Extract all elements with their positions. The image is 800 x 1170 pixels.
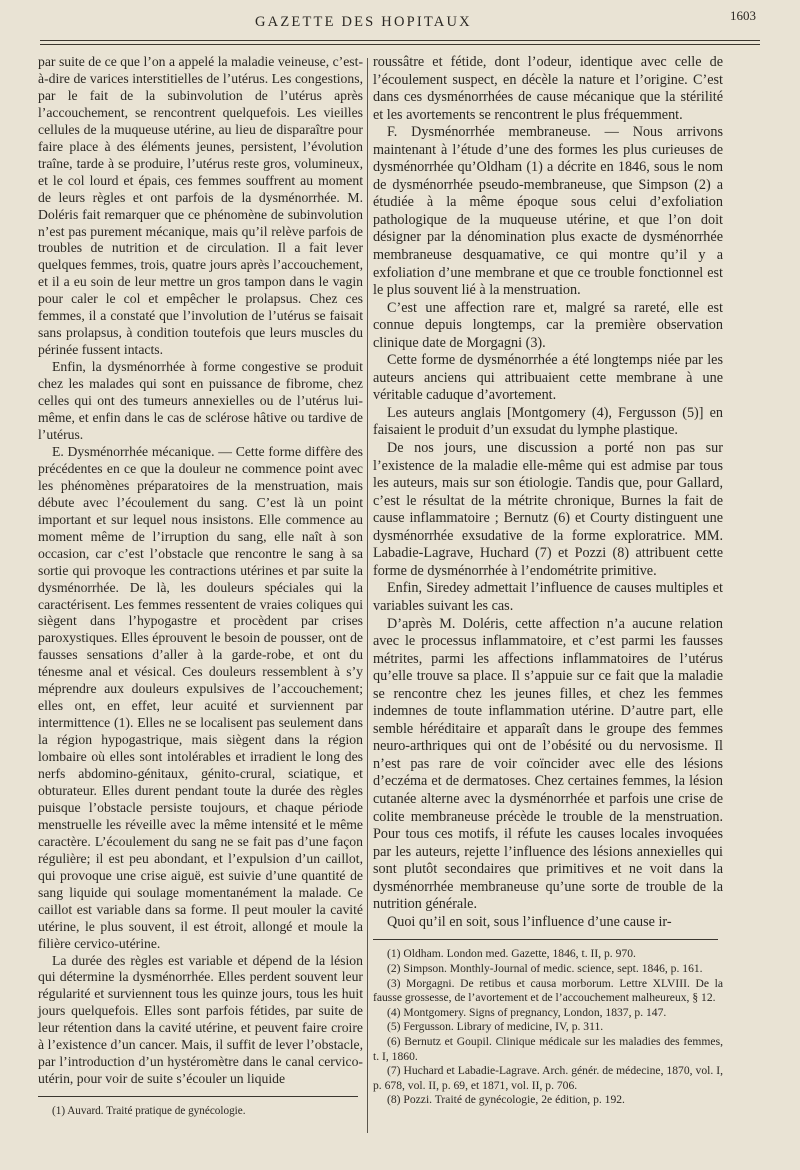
right-footnotes [373,947,723,1108]
footnote: (1) Oldham. London med. Gazette, 1846, t. II, p. 970. [387,947,636,961]
header-rule-top [40,40,760,41]
left-paragraph: par suite de ce que l’on a appelé la maladie veineuse, c’est-à-dire de varices interstitielles de l’utérus. Les congestions, par le fait de la subinvolution de l’utérus après l’accouchement, se rencontrent quelquefois. Les vieilles cellules de la muqueuse utérine, au lieu de disparaître pour faire place à des éléments jeunes, persistent, l’évolution traîne, tarde à se produire, l’utérus reste gros, volumineux, et le col lourd et épais, ces femmes souffrent au moment de leurs règles et ont parfois de la dysménorrhée. M. Doléris fait remarquer que ce phénomène de subinvolution n’est pas purement mécanique, mais qu’il relève parfois de troubles de nutrition et de circulation. Il a fait lever quelques femmes, trois, quatre jours après l’accouchement, et il a eu soin de leur mettre un gros tampon dans le vagin pour caler le col et empêcher le prolapsus. Chez ces femmes, il a constaté que l’involution de l’utérus se faisait sans prolapsus, à condition toutefois que leurs muscles du périnée fussent intacts. [38,54,363,358]
right-paragraph: F. Dysménorrhée membraneuse. — Nous arrivons maintenant à l’étude d’une des formes les plus curieuses de dysménorrhée qu’Oldham (1) a décrite en 1846, sous le nom de dysménorrhée pseudo-membraneuse, que Simpson (2) a étudiée à la même époque sous celui d’exfoliation pathologique de la muqueuse utérine, et que l’on doit désigner par la dénomination plus exacte de dysménorrhée membraneuse desquamative, ce qui montre qu’il y a exfoliation d’une membrane et que ce trouble fonctionnel est le plus souvent lié à la menstruation. [373,124,723,299]
right-paragraph: C’est une affection rare et, malgré sa rareté, elle est connue depuis longtemps, car la première observation clinique date de Morgagni (3). [373,299,723,351]
right-paragraph: Les auteurs anglais [Montgomery (4), Fergusson (5)] en faisaient le produit d’un exsudat du lymphe plastique. [373,404,723,439]
footnote: (1) Auvard. Traité pratique de gynécologie. [52,1105,246,1118]
left-paragraph: E. Dysménorrhée mécanique. — Cette forme diffère des précédentes en ce que la douleur ne commence point avec les phénomènes préparatoires de la menstruation, mais débute avec l’écoulement du sang. C’est là un point important et sur lequel nous insistons. Elle commence au moment même de l’irruption du sang, elle naît à son occasion, car c’est l’obstacle que rencontre le sang à sa sortie qui provoque les contractions utérines et par suite la dysménorrhée. De là, les douleurs spéciales qui la caractérisent. Les femmes ressentent de vraies coliques qui siègent dans l’hypogastre et procèdent par crises paroxystiques. Elles éprouvent le besoin de pousser, ont de fausses sensations d’aller à la garde-robe, et ont du ténesme anal et vésical. Ces douleurs ressemblent à s’y méprendre aux douleurs expulsives de l’accouchement; elles ont, en effet, leur acuité et surviennent par intermittence (1). Elles ne se localisent pas seulement dans la région hypogastrique, mais siègent dans la région lombaire où elles sont intolérables et irradient le long des nerfs abdomino-génitaux, génito-crural, sciatique, et obturateur. Elles durent pendant toute la durée des règles puisque l’obstacle persiste toujours, et chaque période menstruelle les réveille avec la même intensité et le même caractère. L’écoulement du sang ne se fait pas d’une façon régulière; il est peu abondant, et l’expulsion d’un caillot, qui provoque une crise aiguë, est suivie d’une quantité de sang liquide qui soulage momentanément la malade. Ce caillot est variable dans sa forme. Il peut mouler la cavité utérine, le plus souvent, il est étroit, allongé et moule la filière cervico-utérine. [38,443,363,951]
footnote: (5) Fergusson. Library of medicine, IV, p. 311. [387,1020,604,1034]
footnote: (3) Morgagni. De retibus et causa morborum. Lettre XLVIII. De la fausse grossesse, de l’avortement et de l’accouchement malheureux, § 12. [373,976,723,1005]
right-paragraph: roussâtre et fétide, dont l’odeur, identique avec celle de l’écoulement suspect, en décèle la nature et l’origine. C’est dans ces dysménorrhées de cause mécanique que la stérilité et les avortements se rencontrent le plus fréquemment. [373,54,723,123]
right-paragraph: Cette forme de dysménorrhée a été longtemps niée par les auteurs anciens qui attribuaient cette membrane à une véritable caduque d’avortement. [373,352,723,404]
column-divider [367,58,368,1133]
footnote: (7) Huchard et Labadie-Lagrave. Arch. génér. de médecine, 1870, vol. I, p. 678, vol. II, p. 69, et 1871, vol. II, p. 706. [373,1064,723,1092]
footnote: (8) Pozzi. Traité de gynécologie, 2e édition, p. 192. [387,1093,625,1107]
right-footnote-rule [373,939,718,940]
right-paragraph: Quoi qu’il en soit, sous l’influence d’une cause ir- [387,913,672,930]
left-footnote-rule [38,1096,358,1097]
right-paragraph: Enfin, Siredey admettait l’influence de causes multiples et variables suivant les cas. [373,580,723,614]
footnote: (2) Simpson. Monthly-Journal of medic. science, sept. 1846, p. 161. [387,961,703,975]
footnote: (6) Bernutz et Goupil. Clinique médicale sur les maladies des femmes, t. I, 1860. [373,1034,723,1063]
right-paragraph: D’après M. Doléris, cette affection n’a aucune relation avec le processus inflammatoire, et c’est parmi les fausses métrites, parmi les affections inflammatoires de l’utérus qu’elle trouve sa place. Il s’appuie sur ce fait que la maladie se rencontre chez les jeunes filles, et chez les femmes indemnes de toute inflammation utérine. D’autre part, elle semble héréditaire et apparaît dans le groupe des femmes neuro-arthriques qui ont de l’obésité ou du nervosisme. Il n’est pas rare de voir coïncider avec elle des lésions d’eczéma et de dermatoses. Chez certaines femmes, la lésion cutanée alterne avec la dysménorrhée et parfois une crise de colite membraneuse précède le trouble de la menstruation. Pour tous ces motifs, il réfute les causes locales invoquées par les auteurs, rejette l’influence des lésions annexielles qui sont plutôt secondaires que primitives et ne voit dans la dysménorrhée membraneuse qu’une sorte de trouble de la nutrition générale. [373,615,723,913]
footnote: (4) Montgomery. Signs of pregnancy, London, 1837, p. 147. [387,1005,667,1019]
right-column [373,54,723,1134]
header-rule-bottom [40,44,760,45]
left-footnotes [38,1104,363,1118]
left-paragraph: Enfin, la dysménorrhée à forme congestive se produit chez les malades qui sont en puissance de fibrome, chez celles qui ont des tumeurs annexielles ou de l’utérus lui-même, et enfin dans le cas de sclérose hâtive ou tardive de l’utérus. [38,359,363,442]
right-paragraph: De nos jours, une discussion a porté non pas sur l’existence de la maladie elle-même qui est admise par tous les auteurs, mais sur son étiologie. Tandis que, pour Gallard, c’est le résultat de la métrite chronique, Burnes la fait de cause inflammatoire ; Bernutz (6) et Courty distinguent une dysménorrhée exsudative de la forme exploratrice. MM. Labadie-Lagrave, Huchard (7) et Pozzi (8) attribuent cette forme de dysménorrhée à l’endométrite primitive. [373,440,723,579]
left-paragraph: La durée des règles est variable et dépend de la lésion qui détermine la dysménorrhée. Elles perdent souvent leur régularité et surviennent tous les quinze jours, tous les huit jours quelquefois. Elles sont parfois fétides, par suite de leur rétention dans la cavité utérine, et peuvent faire croire à l’existence d’un cancer. Mais, il suffit de lever l’obstacle, par l’introduction d’un hystéromètre dans le canal cervico-utérin, pour voir de suite s’écouler un liquide [38,952,363,1087]
page-number: 1603 [730,8,756,23]
left-column [38,54,363,1134]
running-head: GAZETTE DES HOPITAUX [255,14,472,30]
